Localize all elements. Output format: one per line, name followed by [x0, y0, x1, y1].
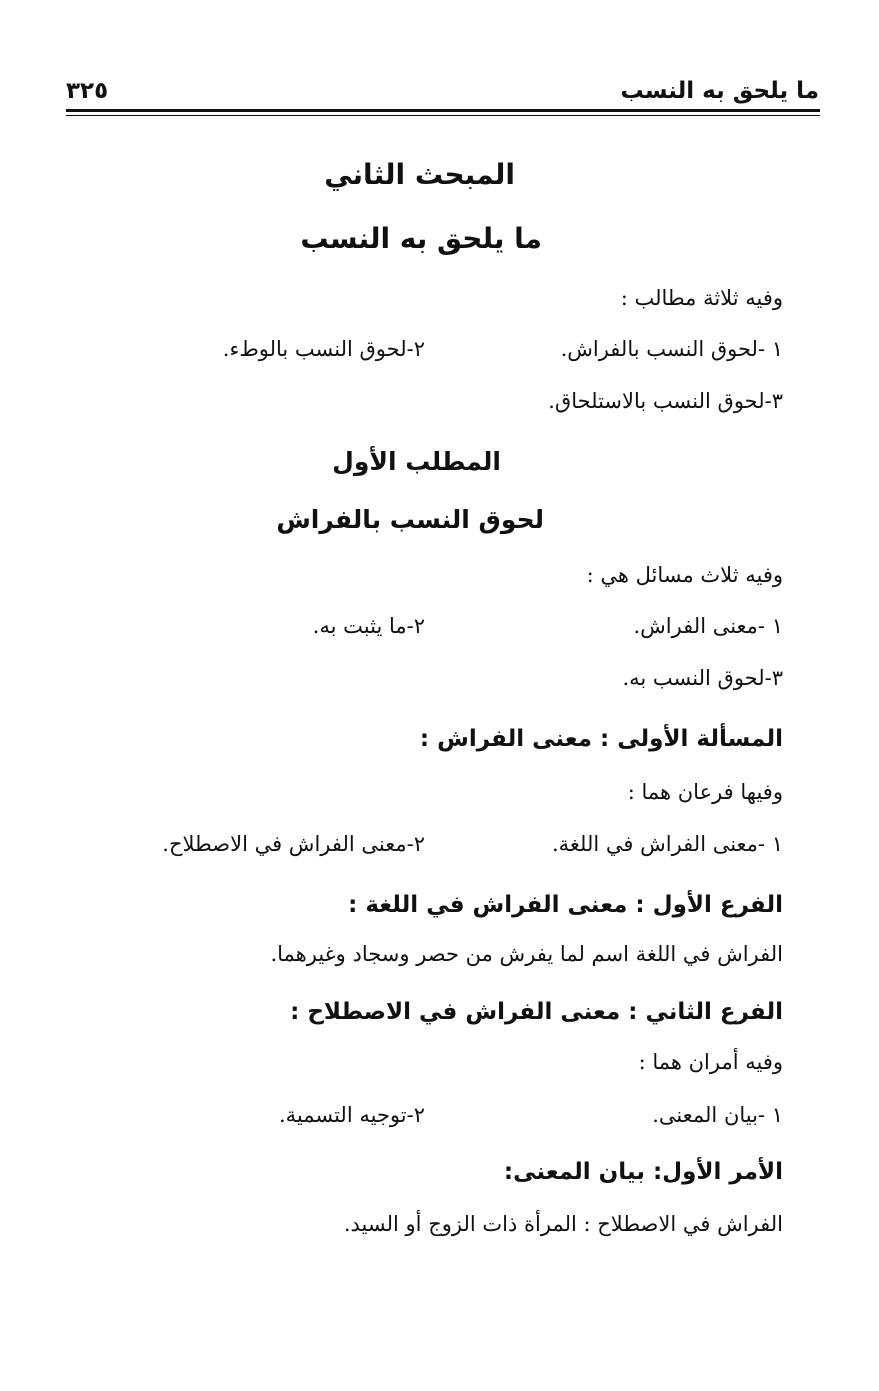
chapter-title: المطلب الأول: [332, 447, 501, 476]
branch1-heading: الفرع الأول : معنى الفراش في اللغة :: [348, 892, 783, 918]
section-title: المبحث الثاني: [324, 158, 515, 191]
chapter-item-1: ١ -معنى الفراش.: [633, 614, 783, 638]
section-item-3: ٣-لحوق النسب بالاستلحاق.: [548, 389, 783, 413]
header-rule-thick: [66, 109, 820, 112]
issue1-heading: المسألة الأولى : معنى الفراش :: [419, 726, 783, 752]
header-rule-thin: [66, 115, 820, 116]
branch2-heading: الفرع الثاني : معنى الفراش في الاصطلاح :: [290, 999, 783, 1025]
branch2-item-2: ٢-توجيه التسمية.: [278, 1103, 425, 1127]
matter1-heading: الأمر الأول: بيان المعنى:: [503, 1159, 783, 1185]
chapter-intro: وفيه ثلاث مسائل هي :: [586, 563, 783, 587]
chapter-item-3: ٣-لحوق النسب به.: [622, 666, 783, 690]
section-intro: وفيه ثلاثة مطالب :: [620, 286, 783, 310]
page-number: ٣٢٥: [66, 78, 109, 104]
branch2-intro: وفيه أمران هما :: [638, 1050, 783, 1074]
issue1-intro: وفيها فرعان هما :: [627, 780, 783, 804]
chapter-item-2: ٢-ما يثبت به.: [312, 614, 425, 638]
running-title: ما يلحق به النسب: [620, 78, 819, 104]
section-item-1: ١ -لحوق النسب بالفراش.: [560, 337, 783, 361]
issue1-item-2: ٢-معنى الفراش في الاصطلاح.: [162, 832, 425, 856]
section-item-2: ٢-لحوق النسب بالوطء.: [222, 337, 425, 361]
chapter-subtitle: لحوق النسب بالفراش: [276, 505, 544, 534]
section-subtitle: ما يلحق به النسب: [300, 222, 542, 255]
branch1-text: الفراش في اللغة اسم لما يفرش من حصر وسجاد وغيرهما.: [270, 942, 783, 966]
matter1-text: الفراش في الاصطلاح : المرأة ذات الزوج أو السيد.: [343, 1212, 783, 1236]
branch2-item-1: ١ -بيان المعنى.: [652, 1103, 783, 1127]
issue1-item-1: ١ -معنى الفراش في اللغة.: [551, 832, 783, 856]
